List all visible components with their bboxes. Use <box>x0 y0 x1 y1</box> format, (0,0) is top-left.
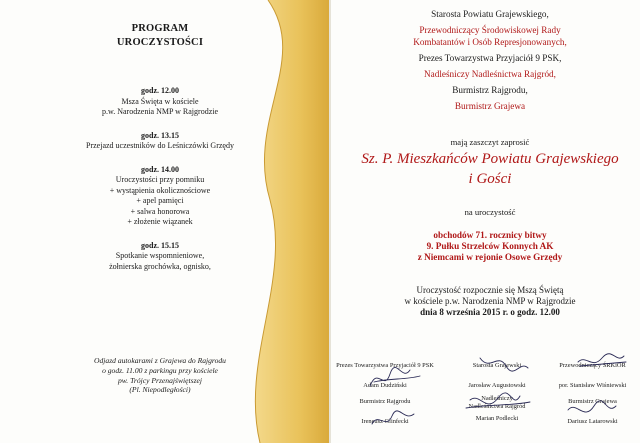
program-time: godz. 14.00 <box>141 164 179 174</box>
inviter-line: Burmistrz Rajgrodu, <box>452 85 528 95</box>
transport-note: Odjazd autokarami z Grajewa do Rajgrodu o godz. 11.00 z parkingu przy kościele pw. Trójcy Przenajświętszej (Pl. Niepodległości) <box>94 356 226 395</box>
event-date: dnia 8 września 2015 r. o godz. 12.00 <box>420 307 560 317</box>
program-panel <box>70 18 250 272</box>
inviter-line: Kombatantów i Osób Represjonowanych, <box>413 37 567 47</box>
inviter-line: Prezes Towarzystwa Przyjaciół 9 PSK, <box>418 53 562 63</box>
signature-block: Nadleśniczy Nadleśnictwa Rajgród Marian Podlecki <box>468 395 526 422</box>
signature-block: Burmistrz Rajgrodu Ireneusz Glinfecki <box>359 398 411 425</box>
inviter-line: Przewodniczący Środowiskowej Rady <box>419 25 561 35</box>
signature-block: Prezes Towarzystwa Przyjaciół 9 PSK Adam Dudziński <box>336 362 434 389</box>
program-item-2: godz. 13.15 Przejazd uczestników do Leśniczówki Grzędy <box>70 131 250 152</box>
handwritten-signatures <box>330 352 640 443</box>
occasion-phrase: na uroczystość <box>464 207 516 217</box>
event-title: obchodów 71. rocznicy bitwy 9. Pułku Strzelców Konnych AK z Niemcami w rejonie Osowe Grzędy <box>417 230 563 262</box>
inviter-line: Burmistrz Grajewa <box>454 101 526 111</box>
program-time: godz. 12.00 <box>141 86 179 95</box>
program-item-3: godz. 14.00 Uroczystości przy pomniku + wystąpienia okolicznościowe + apel pamięci + salwa honorowa + złożenie wiązanek <box>70 165 250 228</box>
inviter-line: Starosta Powiatu Grajewskiego, <box>431 9 549 19</box>
signature-block: Starosta Grajewski Jarosław Augustowski <box>468 362 526 389</box>
invite-phrase: mają zaszczyt zaprosić <box>450 137 530 147</box>
program-item-4: godz. 15.15 Spotkanie wspomnieniowe, żołnierska grochówka, ognisko, <box>70 241 250 273</box>
program-title: PROGRAM UROCZYSTOŚCI <box>116 23 204 48</box>
inviter-line: Nadleśniczy Nadleśnictwa Rajgród, <box>424 69 556 79</box>
start-info: Uroczystość rozpocznie się Mszą Świętą w kościele p.w. Narodzenia NMP w Rajgrodzie dnia 8 września 2015 r. o godz. 12.00 <box>340 285 640 318</box>
signature-block: Burmistrz Grajewa Dariusz Latarowski <box>567 398 618 425</box>
program-time: godz. 15.15 <box>141 240 179 250</box>
guests-heading: Sz. P. Mieszkańców Powiatu Grajewskiego i Gości <box>361 151 619 187</box>
program-item-1: godz. 12.00 Msza Święta w kościele p.w. Narodzenia NMP w Rajgrodzie <box>70 86 250 118</box>
program-time: godz. 13.15 <box>141 130 179 140</box>
signature-block: Przewodniczący ŚRKiOR por. Stanisław Wiśniewski <box>558 362 627 389</box>
